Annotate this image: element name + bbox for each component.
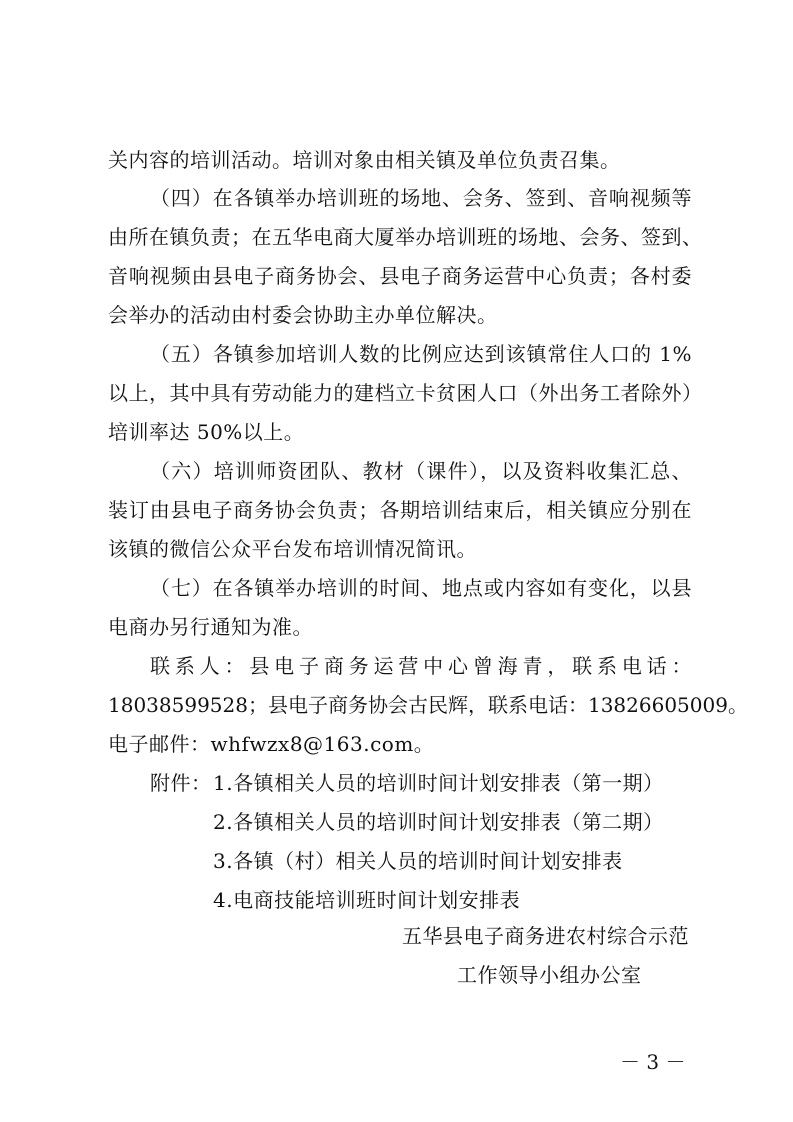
body-line-2: （四）在各镇举办培训班的场地、会务、签到、音响视频等 xyxy=(150,186,692,210)
body-line-13: 电商办另行通知为准。 xyxy=(108,615,313,639)
body-line-12: （七）在各镇举办培训的时间、地点或内容如有变化，以县 xyxy=(150,576,692,600)
signature-line-2: 工作领导小组办公室 xyxy=(457,963,642,987)
body-line-10: 装订由县电子商务协会负责；各期培训结束后，相关镇应分别在 xyxy=(108,498,692,522)
attachment-item-2: 2.各镇相关人员的培训时间计划安排表（第二期） xyxy=(213,810,664,834)
page-number: － 3 － xyxy=(620,1050,686,1074)
attachment-item-1: 1.各镇相关人员的培训时间计划安排表（第一期） xyxy=(213,771,664,795)
body-line-7: 以上，其中具有劳动能力的建档立卡贫困人口（外出务工者除外） xyxy=(108,381,703,405)
body-line-1: 关内容的培训活动。培训对象由相关镇及单位负责召集。 xyxy=(108,148,621,172)
body-line-5: 会举办的活动由村委会协助主办单位解决。 xyxy=(108,303,498,327)
body-line-4: 音响视频由县电子商务协会、县电子商务运营中心负责；各村委 xyxy=(108,264,692,288)
body-line-8: 培训率达 50%以上。 xyxy=(108,420,305,444)
attachments-label: 附件： xyxy=(150,771,212,795)
body-line-11: 该镇的微信公众平台发布培训情况简讯。 xyxy=(108,537,477,561)
body-line-6: （五）各镇参加培训人数的比例应达到该镇常住人口的 1% xyxy=(150,342,692,366)
contact-line-2: 18038599528；县电子商务协会古民辉，联系电话：13826605009。 xyxy=(108,693,748,717)
email-line: 电子邮件：whfwzx8@163.com。 xyxy=(108,732,435,756)
attachment-item-3: 3.各镇（村）相关人员的培训时间计划安排表 xyxy=(213,849,623,873)
signature-line-1: 五华县电子商务进农村综合示范 xyxy=(402,924,689,948)
body-line-3: 由所在镇负责；在五华电商大厦举办培训班的场地、会务、签到、 xyxy=(108,225,703,249)
body-line-9: （六）培训师资团队、教材（课件），以及资料收集汇总、 xyxy=(150,459,692,483)
contact-line-1: 联系人：县电子商务运营中心曾海青，联系电话： xyxy=(150,654,692,678)
attachment-item-4: 4.电商技能培训班时间计划安排表 xyxy=(213,888,521,912)
